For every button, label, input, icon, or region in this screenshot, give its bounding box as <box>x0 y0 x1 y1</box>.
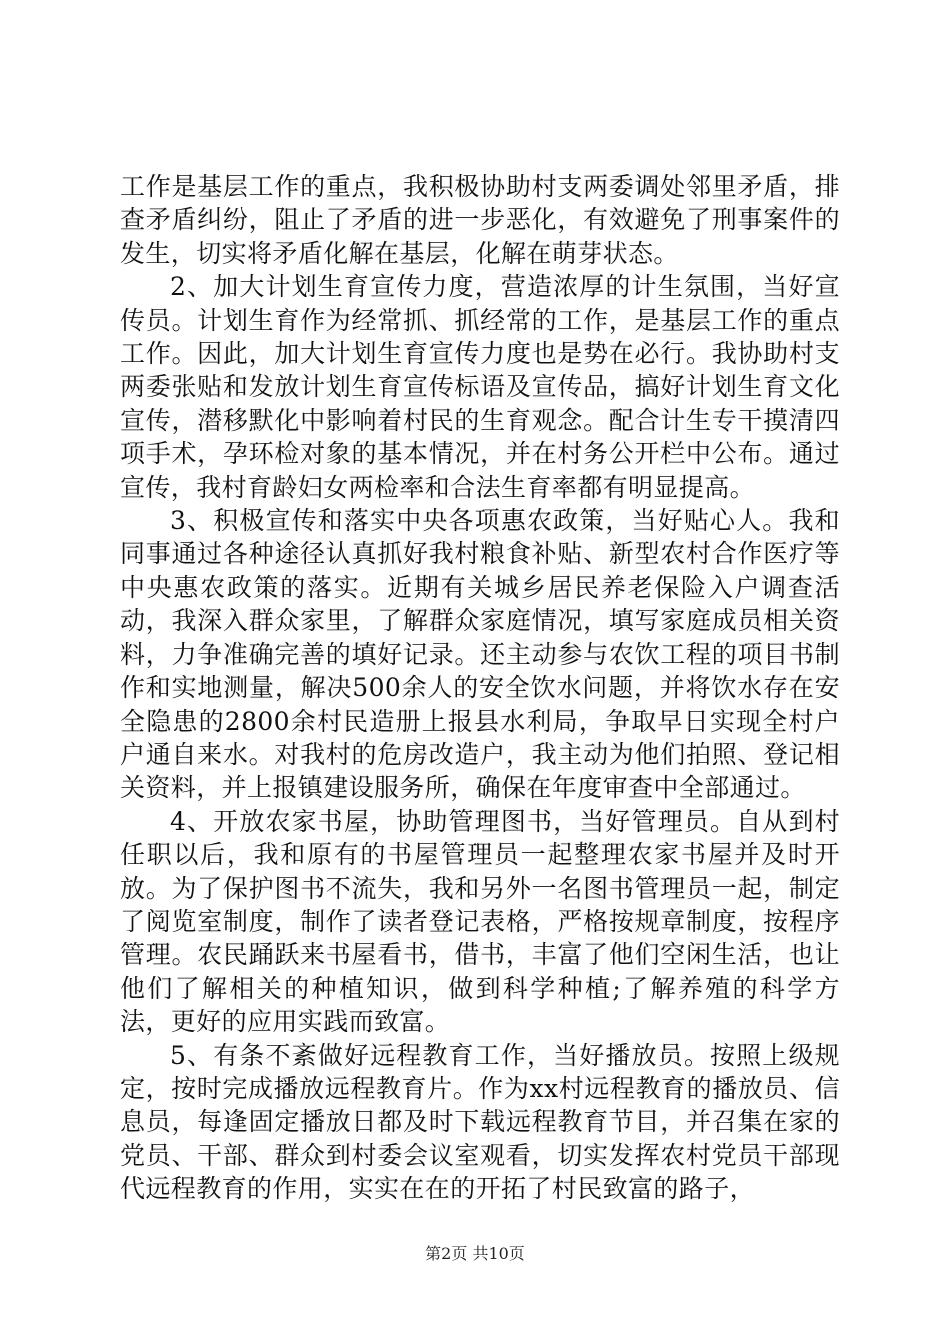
paragraph-agricultural-policy: 3、积极宣传和落实中央各项惠农政策，当好贴心人。我和同事通过各种途径认真抓好我村粮食补贴、新型农村合作医疗等中央惠农政策的落实。近期有关城乡居民养老保险入户调查活动，我深入群众家里，了解群众家庭情况，填写家庭成员相关资料，力争准确完善的填好记录。还主动参与农饮工程的项目书制作和实地测量，解决500余人的安全饮水问题，并将饮水存在安全隐患的2800余村民造册上报县水利局，争取早日实现全村户户通自来水。对我村的危房改造户，我主动为他们拍照、登记相关资料，并上报镇建设服务所，确保在年度审查中全部通过。 <box>120 506 840 803</box>
paragraph-continuation: 工作是基层工作的重点，我积极协助村支两委调处邻里矛盾，排查矛盾纠纷，阻止了矛盾的进一步恶化，有效避免了刑事案件的发生，切实将矛盾化解在基层，化解在萌芽状态。 <box>120 172 840 268</box>
paragraph-farm-library: 4、开放农家书屋，协助管理图书，当好管理员。自从到村任职以后，我和原有的书屋管理员一起整理农家书屋并及时开放。为了保护图书不流失，我和另外一名图书管理员一起，制定了阅览室制度，制作了读者登记表格，严格按规章制度，按程序管理。农民踊跃来书屋看书，借书，丰富了他们空闲生活，也让他们了解相关的种植知识，做到科学种植;了解养殖的科学方法，更好的应用实践而致富。 <box>120 806 840 1037</box>
page-number-footer: 第2页 共10页 <box>425 1244 525 1263</box>
paragraph-family-planning: 2、加大计划生育宣传力度，营造浓厚的计生氛围，当好宣传员。计划生育作为经常抓、抓经常的工作，是基层工作的重点工作。因此，加大计划生育宣传力度也是势在必行。我协助村支两委张贴和发放计划生育宣传标语及宣传品，搞好计划生育文化宣传，潜移默化中影响着村民的生育观念。配合计生专干摸清四项手术，孕环检对象的基本情况，并在村务公开栏中公布。通过宣传，我村育龄妇女两检率和合法生育率都有明显提高。 <box>120 272 840 502</box>
document-body <box>120 170 840 1206</box>
paragraph-remote-education: 5、有条不紊做好远程教育工作，当好播放员。按照上级规定，按时完成播放远程教育片。作为xx村远程教育的播放员、信息员，每逢固定播放日都及时下载远程教育节目，并召集在家的党员、干部、群众到村委会议室观看，切实发挥农村党员干部现代远程教育的作用，实实在在的开拓了村民致富的路子， <box>120 1040 840 1204</box>
